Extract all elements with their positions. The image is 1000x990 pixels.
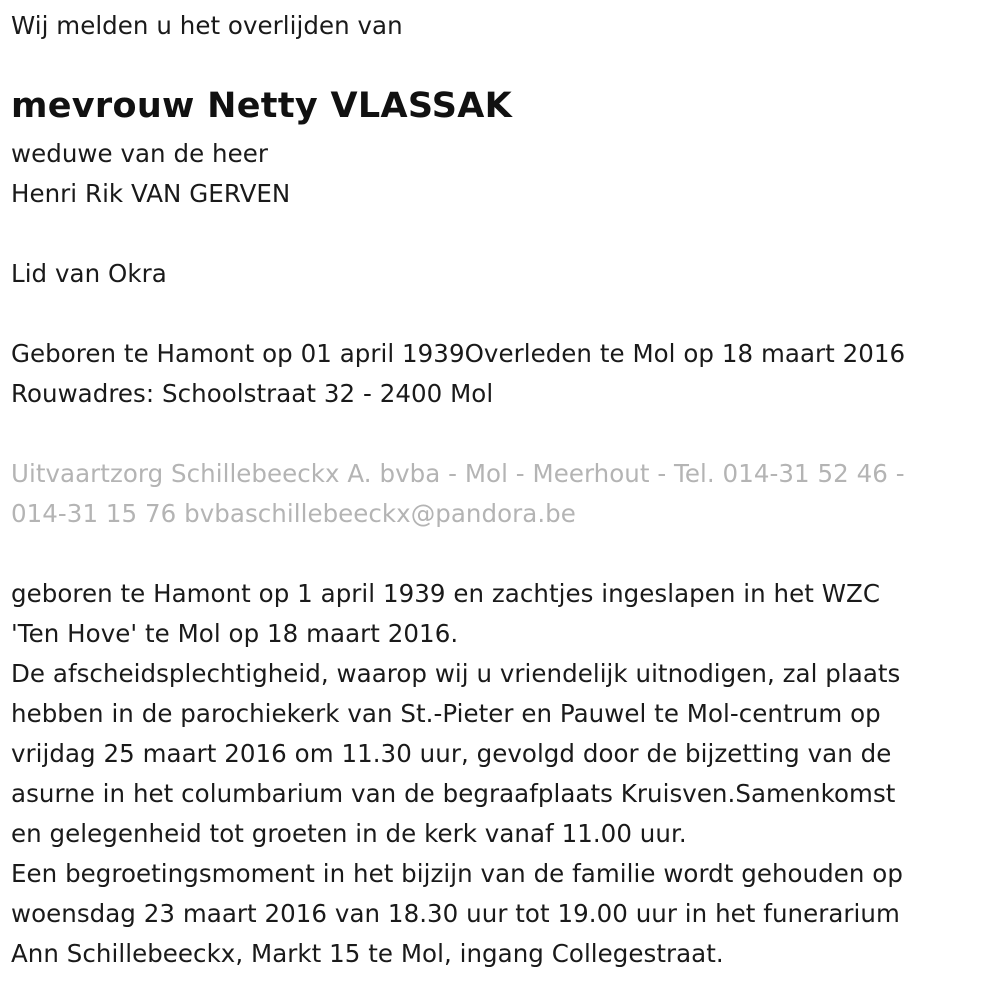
funeral-home-line-1: Uitvaartzorg Schillebeeckx A. bvba - Mol - Meerhout - Tel. 014-31 52 46 - (11, 459, 905, 488)
birth-death-text: Geboren te Hamont op 01 april 1939Overleden te Mol op 18 maart 2016 (11, 339, 906, 368)
body-text-line: woensdag 23 maart 2016 van 18.30 uur tot 19.00 uur in het funerarium (11, 899, 900, 928)
body-text-line: geboren te Hamont op 1 april 1939 en zachtjes ingeslapen in het WZC (11, 579, 881, 608)
relation-line-1: weduwe van de heer (11, 139, 268, 168)
body-text-line: en gelegenheid tot groeten in de kerk vanaf 11.00 uur. (11, 819, 687, 848)
body-text-line: De afscheidsplechtigheid, waarop wij u vriendelijk uitnodigen, zal plaats (11, 659, 901, 688)
deceased-name: mevrouw Netty VLASSAK (11, 86, 513, 126)
body-text-line: hebben in de parochiekerk van St.-Pieter en Pauwel te Mol-centrum op (11, 699, 881, 728)
intro-text: Wij melden u het overlijden van (11, 11, 403, 40)
body-text-line: vrijdag 25 maart 2016 om 11.30 uur, gevolgd door de bijzetting van de (11, 739, 892, 768)
mourning-address: Rouwadres: Schoolstraat 32 - 2400 Mol (11, 379, 494, 408)
relation-line-2: Henri Rik VAN GERVEN (11, 179, 291, 208)
body-text-line: 'Ten Hove' te Mol op 18 maart 2016. (11, 619, 459, 648)
membership-text: Lid van Okra (11, 259, 167, 288)
body-text-line: asurne in het columbarium van de begraafplaats Kruisven.Samenkomst (11, 779, 896, 808)
body-text-line: Een begroetingsmoment in het bijzijn van de familie wordt gehouden op (11, 859, 903, 888)
body-text-line: Ann Schillebeeckx, Markt 15 te Mol, ingang Collegestraat. (11, 939, 724, 968)
funeral-home-line-2: 014-31 15 76 bvbaschillebeeckx@pandora.be (11, 499, 576, 528)
